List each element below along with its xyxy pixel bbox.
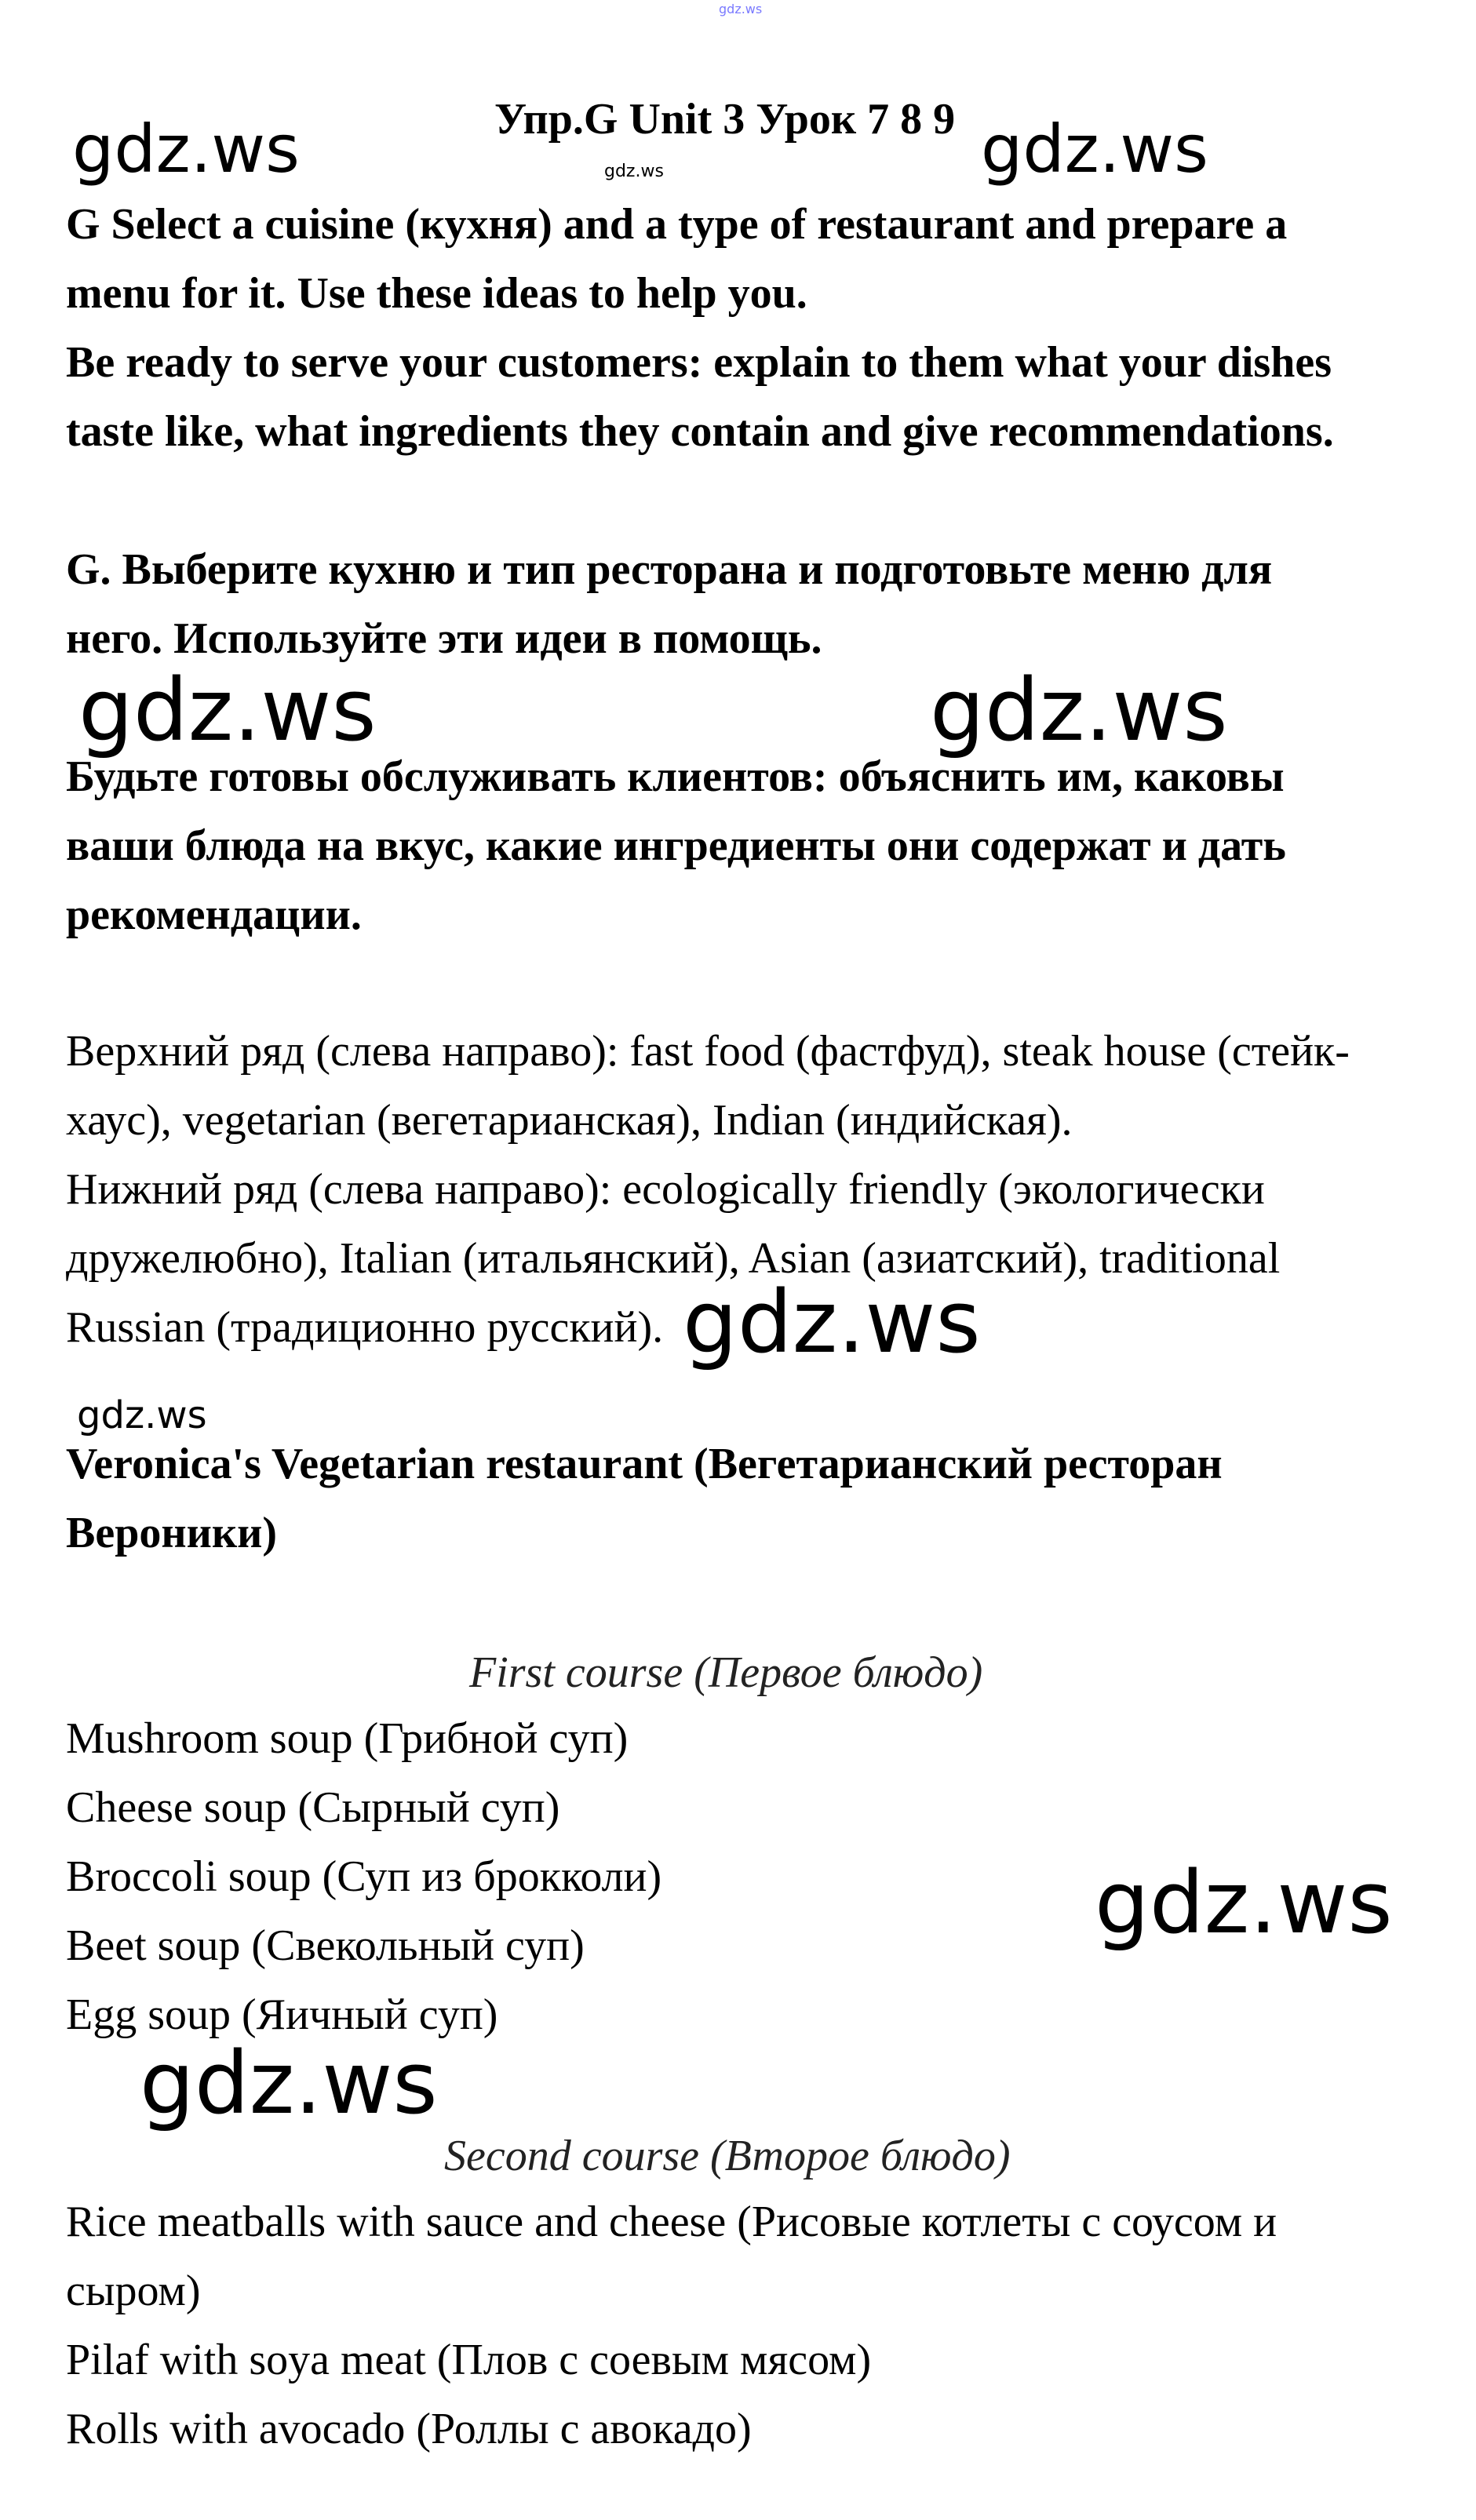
task-en-line: menu for it. Use these ideas to help you. [66, 269, 807, 318]
task-en-line: Be ready to serve your customers: explain to them what your dishes [66, 338, 1332, 387]
watermark: gdz.ws [719, 2, 763, 16]
task-en-line: G Select a cuisine (кухня) and a type of restaurant and prepare a [66, 200, 1288, 249]
watermark: gdz.ws [683, 1272, 981, 1372]
task-ru-line: рекомендации. [66, 890, 362, 939]
watermark: gdz.ws [78, 660, 377, 760]
task-ru-line: G. Выберите кухню и тип ресторана и подготовьте меню для [66, 545, 1273, 594]
ideas-line: Russian (традиционно русский). [66, 1303, 664, 1352]
second-course-heading: Second course (Второе блюдо) [444, 2132, 1011, 2180]
restaurant-title: Veronica's Vegetarian restaurant (Вегетарианский ресторан [66, 1440, 1223, 1488]
watermark: gdz.ws [77, 1393, 207, 1437]
task-ru-line: ваши блюда на вкус, какие ингредиенты они содержат и дать [66, 821, 1286, 870]
menu-item: Rolls with avocado (Роллы с авокадо) [66, 2405, 752, 2453]
menu-item: Pilaf with soya meat (Плов с соевым мясом) [66, 2336, 872, 2384]
menu-item: Cheese soup (Сырный суп) [66, 1783, 560, 1832]
ideas-line: Нижний ряд (слева направо): ecologically friendly (экологически [66, 1165, 1265, 1214]
page-title: Упр.G Unit 3 Урок 7 8 9 [494, 95, 956, 144]
watermark: gdz.ws [1095, 1852, 1393, 1953]
ideas-line: дружелюбно), Italian (итальянский), Asian (азиатский), traditional [66, 1234, 1281, 1283]
watermark: gdz.ws [930, 660, 1228, 760]
menu-item: Mushroom soup (Грибной суп) [66, 1714, 629, 1763]
ideas-line: хаус), vegetarian (вегетарианская), Indian (индийская). [66, 1096, 1073, 1145]
task-ru-line: него. Используйте эти идеи в помощь. [66, 614, 822, 663]
menu-item: Beet soup (Свекольный суп) [66, 1921, 585, 1970]
first-course-heading: First course (Первое блюдо) [469, 1648, 983, 1697]
watermark: gdz.ws [604, 162, 664, 181]
task-en-line: taste like, what ingredients they contain and give recommendations. [66, 407, 1334, 456]
menu-item: сыром) [66, 2267, 201, 2315]
task-ru-line: Будьте готовы обслуживать клиентов: объяснить им, каковы [66, 752, 1285, 801]
watermark: gdz.ws [72, 111, 300, 188]
menu-item: Broccoli soup (Суп из брокколи) [66, 1852, 662, 1901]
menu-item: Egg soup (Яичный суп) [66, 1990, 498, 2039]
ideas-line: Верхний ряд (слева направо): fast food (фастфуд), steak house (стейк- [66, 1027, 1350, 1076]
restaurant-title: Вероники) [66, 1509, 278, 1557]
menu-item: Rice meatballs with sauce and cheese (Рисовые котлеты с соусом и [66, 2198, 1277, 2246]
watermark: gdz.ws [981, 111, 1208, 188]
watermark: gdz.ws [140, 2033, 438, 2133]
